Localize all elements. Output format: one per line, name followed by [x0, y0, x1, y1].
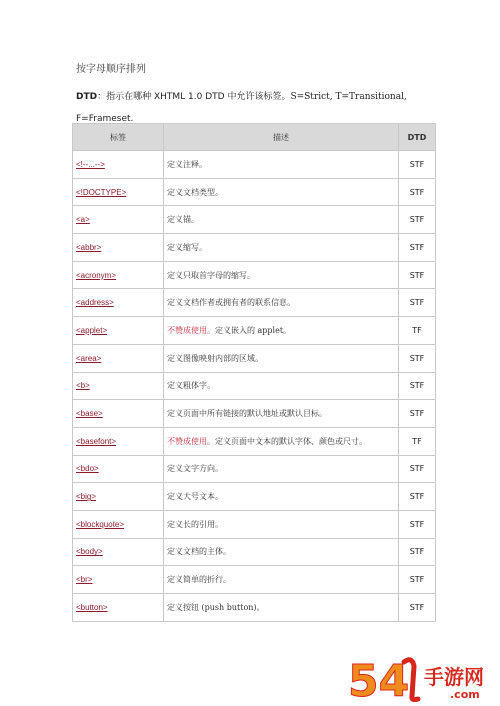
tag-cell [73, 455, 164, 483]
dtd-cell: TF [399, 427, 436, 455]
dtd-cell: STF [399, 289, 436, 317]
description-text: 定义大号文本。 [167, 492, 223, 502]
deprecated-notice: 不赞成使用。 [167, 436, 215, 446]
tag-cell [73, 289, 164, 317]
tag-cell [73, 372, 164, 400]
dtd-cell: STF [399, 400, 436, 428]
tag-link[interactable]: <!DOCTYPE> [76, 187, 127, 197]
table-header-row [73, 124, 436, 151]
description-cell [164, 151, 399, 179]
page-heading: 按字母顺序排列 [76, 64, 146, 75]
description-cell [164, 344, 399, 372]
watermark-domain: .com [450, 688, 480, 701]
description-cell [164, 317, 399, 345]
tag-cell [73, 510, 164, 538]
dtd-cell: STF [399, 206, 436, 234]
tag-cell [73, 427, 164, 455]
table-row [73, 317, 436, 345]
table-row [73, 206, 436, 234]
tag-link[interactable]: <acronym> [76, 270, 117, 280]
description-text: 定义页面中所有链接的默认地址或默认目标。 [167, 409, 327, 419]
table-row [73, 234, 436, 262]
description-text: 定义页面中文本的默认字体、颜色或尺寸。 [215, 436, 367, 446]
tag-link[interactable]: <body> [76, 547, 103, 557]
dtd-cell: STF [399, 594, 436, 622]
tag-link[interactable]: <blockquote> [76, 519, 125, 529]
description-text: 定义按钮 (push button)。 [167, 602, 265, 612]
tag-cell [73, 151, 164, 179]
description-text: 定义文字方向。 [167, 464, 223, 474]
intro-text-d: F=Frameset. [76, 114, 134, 124]
dtd-cell: STF [399, 455, 436, 483]
tag-link[interactable]: <!--...--> [76, 159, 105, 169]
description-text: 定义缩写。 [167, 242, 207, 252]
description-cell [164, 261, 399, 289]
intro-text-b: XHTML 1.0 DTD [151, 92, 228, 102]
description-cell [164, 289, 399, 317]
table-row [73, 427, 436, 455]
watermark-logo [346, 652, 494, 702]
tag-link[interactable]: <base> [76, 409, 103, 419]
tag-link[interactable]: <basefont> [76, 436, 117, 446]
tag-link[interactable]: <area> [76, 353, 102, 363]
tag-cell [73, 538, 164, 566]
description-cell [164, 483, 399, 511]
description-cell [164, 400, 399, 428]
description-text: 定义只取首字母的缩写。 [167, 270, 255, 280]
tag-cell [73, 234, 164, 262]
description-text: 定义图像映射内部的区域。 [167, 353, 263, 363]
table-row [73, 289, 436, 317]
description-cell [164, 372, 399, 400]
description-text: 定义粗体字。 [167, 381, 215, 391]
intro-text-a: ：指示在哪种 [97, 92, 152, 102]
tag-link[interactable]: <br> [76, 575, 93, 585]
table-row [73, 400, 436, 428]
tag-table-body [73, 151, 436, 622]
dtd-cell: STF [399, 566, 436, 594]
dtd-cell: STF [399, 538, 436, 566]
table-row [73, 261, 436, 289]
tag-link[interactable]: <big> [76, 492, 97, 502]
description-text: 定义文档类型。 [167, 187, 223, 197]
deprecated-notice: 不赞成使用。 [167, 325, 215, 335]
description-cell [164, 594, 399, 622]
description-text: 定义文档的主体。 [167, 547, 231, 557]
tag-link[interactable]: <bdo> [76, 464, 99, 474]
header-description: 描述 [164, 124, 399, 151]
table-row [73, 538, 436, 566]
dtd-label: DTD [76, 92, 98, 102]
intro-text-c: 中允许该标签。S=Strict, T=Transitional, [227, 92, 407, 102]
description-text: 定义嵌入的 applet。 [215, 325, 292, 335]
description-text: 定义注释。 [167, 159, 207, 169]
header-dtd: DTD [399, 124, 436, 151]
table-row [73, 566, 436, 594]
dtd-cell: STF [399, 234, 436, 262]
tag-cell [73, 317, 164, 345]
description-text: 定义文档作者或拥有者的联系信息。 [167, 298, 295, 308]
watermark-brand: 手游网 [424, 665, 484, 689]
dtd-cell: STF [399, 344, 436, 372]
tag-link[interactable]: <button> [76, 602, 108, 612]
dtd-cell: STF [399, 178, 436, 206]
table-row [73, 455, 436, 483]
tag-link[interactable]: <abbr> [76, 242, 102, 252]
dtd-cell: STF [399, 510, 436, 538]
table-row [73, 594, 436, 622]
tag-table [72, 123, 436, 622]
description-cell [164, 234, 399, 262]
dtd-cell: STF [399, 151, 436, 179]
tag-link[interactable]: <b> [76, 381, 90, 391]
table-row [73, 344, 436, 372]
tag-cell [73, 206, 164, 234]
tag-link[interactable]: <applet> [76, 325, 108, 335]
description-text: 定义长的引用。 [167, 519, 223, 529]
description-cell [164, 510, 399, 538]
tag-cell [73, 594, 164, 622]
description-cell [164, 427, 399, 455]
dtd-cell: TF [399, 317, 436, 345]
tag-cell [73, 344, 164, 372]
table-row [73, 151, 436, 179]
tag-cell [73, 178, 164, 206]
tag-cell [73, 400, 164, 428]
table-row [73, 510, 436, 538]
description-cell [164, 206, 399, 234]
description-text: 定义简单的折行。 [167, 575, 231, 585]
description-cell [164, 455, 399, 483]
tag-link[interactable]: <a> [76, 215, 90, 225]
dtd-cell: STF [399, 372, 436, 400]
tag-cell [73, 566, 164, 594]
dtd-cell: STF [399, 261, 436, 289]
watermark-digits: 54 [348, 656, 410, 702]
description-cell [164, 538, 399, 566]
table-row [73, 483, 436, 511]
header-tag: 标签 [73, 124, 164, 151]
dtd-cell: STF [399, 483, 436, 511]
description-cell [164, 566, 399, 594]
tag-link[interactable]: <address> [76, 298, 114, 308]
description-text: 定义锚。 [167, 215, 199, 225]
table-row [73, 178, 436, 206]
description-cell [164, 178, 399, 206]
table-row [73, 372, 436, 400]
tag-cell [73, 483, 164, 511]
tag-cell [73, 261, 164, 289]
